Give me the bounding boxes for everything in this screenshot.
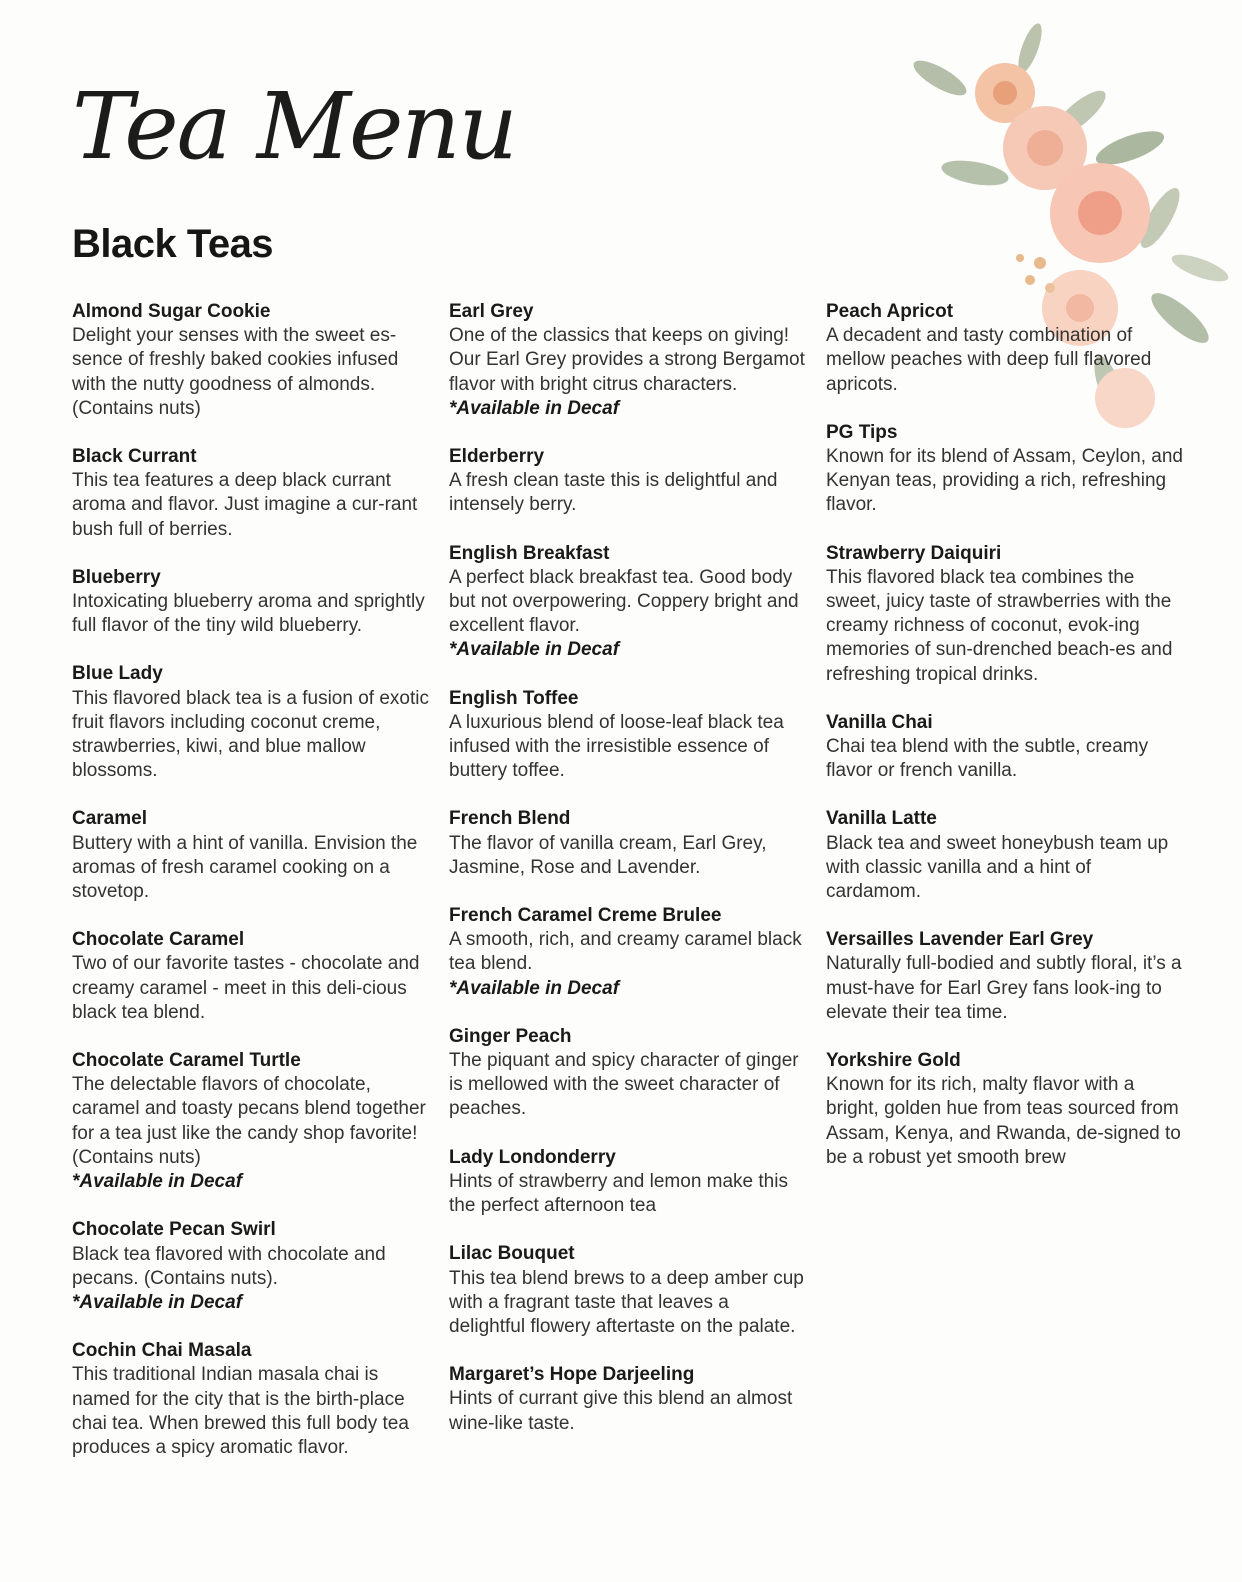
tea-name: Versailles Lavender Earl Grey bbox=[826, 929, 1094, 951]
tea-description: The flavor of vanilla cream, Earl Grey, Jasmine, Rose and Lavender. bbox=[449, 832, 767, 878]
tea-name: Yorkshire Gold bbox=[826, 1050, 961, 1072]
tea-item bbox=[72, 807, 432, 904]
decaf-note: *Available in Decaf bbox=[449, 977, 620, 999]
tea-name: Vanilla Latte bbox=[826, 808, 937, 830]
tea-description: A perfect black breakfast tea. Good body but not overpowering. Coppery bright and excellent flavor. bbox=[449, 566, 799, 637]
tea-description: Buttery with a hint of vanilla. Envision the aromas of fresh caramel cooking on a stovetop. bbox=[72, 832, 418, 903]
tea-name: Lady Londonderry bbox=[449, 1146, 616, 1168]
tea-item bbox=[72, 566, 432, 639]
tea-description: Hints of currant give this blend an almost wine-like taste. bbox=[449, 1388, 793, 1434]
tea-item bbox=[826, 542, 1186, 687]
tea-name: Blueberry bbox=[72, 566, 161, 588]
tea-item bbox=[449, 807, 809, 880]
menu-column-3 bbox=[826, 300, 1186, 1194]
tea-item bbox=[449, 1146, 809, 1219]
tea-item bbox=[449, 904, 809, 1001]
tea-item bbox=[449, 542, 809, 663]
tea-description: This traditional Indian masala chai is named for the city that is the birth-place chai tea. When brewed this full body tea produces a spicy aromatic flavor. bbox=[72, 1364, 409, 1458]
tea-description: This tea blend brews to a deep amber cup with a fragrant taste that leaves a delightful flowery aftertaste on the palate. bbox=[449, 1267, 804, 1337]
tea-description: This flavored black tea is a fusion of exotic fruit flavors including coconut creme, strawberries, kiwi, and blue mallow blossoms. bbox=[72, 687, 429, 782]
tea-name: Caramel bbox=[72, 808, 147, 830]
tea-name: Lilac Bouquet bbox=[449, 1243, 575, 1265]
tea-item bbox=[826, 421, 1186, 518]
tea-name: Ginger Peach bbox=[449, 1025, 572, 1047]
tea-description: Intoxicating blueberry aroma and sprightly full flavor of the tiny wild blueberry. bbox=[72, 591, 425, 637]
tea-name: Peach Apricot bbox=[826, 301, 954, 322]
menu-column-2 bbox=[449, 300, 809, 1460]
tea-name: Cochin Chai Masala bbox=[72, 1340, 252, 1362]
tea-description: This tea features a deep black currant aroma and flavor. Just imagine a cur-rant bush full of berries. bbox=[72, 470, 418, 540]
decaf-note: *Available in Decaf bbox=[72, 1171, 243, 1193]
tea-description: A decadent and tasty combination of mellow peaches with deep full flavored apricots. bbox=[826, 325, 1152, 395]
tea-item bbox=[826, 300, 1186, 397]
tea-description: A luxurious blend of loose-leaf black tea infused with the irresistible essence of buttery toffee. bbox=[449, 711, 784, 782]
tea-item bbox=[72, 1049, 432, 1194]
tea-name: Almond Sugar Cookie bbox=[72, 301, 271, 322]
tea-item bbox=[449, 445, 809, 518]
tea-description: Delight your senses with the sweet es-sence of freshly baked cookies infused with the nutty goodness of almonds. (Contains nuts) bbox=[72, 325, 399, 419]
tea-name: French Caramel Creme Brulee bbox=[449, 905, 722, 927]
tea-name: Blue Lady bbox=[72, 663, 163, 685]
tea-name: Strawberry Daiquiri bbox=[826, 542, 1002, 564]
tea-description: Known for its rich, malty flavor with a bright, golden hue from teas sourced from Assam, Kenya, and Rwanda, de-signed to be a robust yet smooth brew bbox=[826, 1074, 1181, 1168]
tea-name: Vanilla Chai bbox=[826, 711, 933, 733]
tea-item bbox=[449, 687, 809, 784]
tea-description: One of the classics that keeps on giving! Our Earl Grey provides a strong Bergamot flavor with bright citrus characters. bbox=[449, 325, 805, 395]
tea-item bbox=[72, 928, 432, 1025]
tea-item bbox=[72, 300, 432, 421]
tea-description: A smooth, rich, and creamy caramel black tea blend. bbox=[449, 929, 802, 975]
tea-description: This flavored black tea combines the sweet, juicy taste of strawberries with the creamy richness of coconut, evok-ing memories of sun-drenched beach-es and refreshing tropical drinks. bbox=[826, 566, 1173, 685]
tea-item bbox=[72, 1339, 432, 1460]
tea-name: Chocolate Pecan Swirl bbox=[72, 1219, 276, 1241]
tea-item bbox=[826, 807, 1186, 904]
tea-item bbox=[72, 1218, 432, 1315]
tea-name: Chocolate Caramel bbox=[72, 929, 245, 951]
tea-description: A fresh clean taste this is delightful and intensely berry. bbox=[449, 470, 778, 516]
tea-name: Margaret’s Hope Darjeeling bbox=[449, 1364, 695, 1386]
tea-item bbox=[72, 445, 432, 542]
tea-name: Earl Grey bbox=[449, 301, 534, 322]
tea-item bbox=[449, 1363, 809, 1436]
tea-description: Hints of strawberry and lemon make this the perfect afternoon tea bbox=[449, 1170, 788, 1217]
tea-name: Black Currant bbox=[72, 446, 197, 468]
section-heading: Black Teas bbox=[72, 222, 274, 266]
tea-description: Black tea and sweet honeybush team up with classic vanilla and a hint of cardamom. bbox=[826, 832, 1169, 903]
tea-description: The piquant and spicy character of ginger is mellowed with the sweet character of peaches. bbox=[449, 1050, 799, 1120]
tea-name: English Toffee bbox=[449, 687, 579, 709]
tea-description: Two of our favorite tastes - chocolate and creamy caramel - meet in this deli-cious black tea blend. bbox=[72, 953, 420, 1023]
page-title: Tea Menu bbox=[72, 73, 516, 180]
decaf-note: *Available in Decaf bbox=[72, 1291, 243, 1313]
tea-item bbox=[826, 1049, 1186, 1170]
tea-item bbox=[449, 300, 809, 421]
tea-item bbox=[449, 1242, 809, 1339]
tea-item bbox=[826, 928, 1186, 1025]
tea-description: The delectable flavors of chocolate, caramel and toasty pecans blend together for a tea just like the candy shop favorite! (Contains nuts) bbox=[72, 1074, 426, 1168]
tea-name: Elderberry bbox=[449, 446, 545, 468]
tea-item bbox=[72, 662, 432, 783]
tea-description: Known for its blend of Assam, Ceylon, and Kenyan teas, providing a rich, refreshing flavor. bbox=[826, 446, 1183, 516]
tea-item bbox=[826, 711, 1186, 784]
tea-name: PG Tips bbox=[826, 421, 898, 443]
tea-description: Naturally full-bodied and subtly floral, it’s a must-have for Earl Grey fans look-ing to elevate their tea time. bbox=[826, 953, 1182, 1023]
tea-name: French Blend bbox=[449, 808, 571, 830]
tea-description: Chai tea blend with the subtle, creamy flavor or french vanilla. bbox=[826, 736, 1149, 782]
tea-name: Chocolate Caramel Turtle bbox=[72, 1050, 301, 1072]
decaf-note: *Available in Decaf bbox=[449, 639, 620, 661]
tea-name: English Breakfast bbox=[449, 542, 610, 564]
tea-item bbox=[449, 1025, 809, 1122]
tea-description: Black tea flavored with chocolate and pecans. (Contains nuts). bbox=[72, 1243, 386, 1289]
decaf-note: *Available in Decaf bbox=[449, 397, 620, 419]
menu-column-1 bbox=[72, 300, 432, 1484]
